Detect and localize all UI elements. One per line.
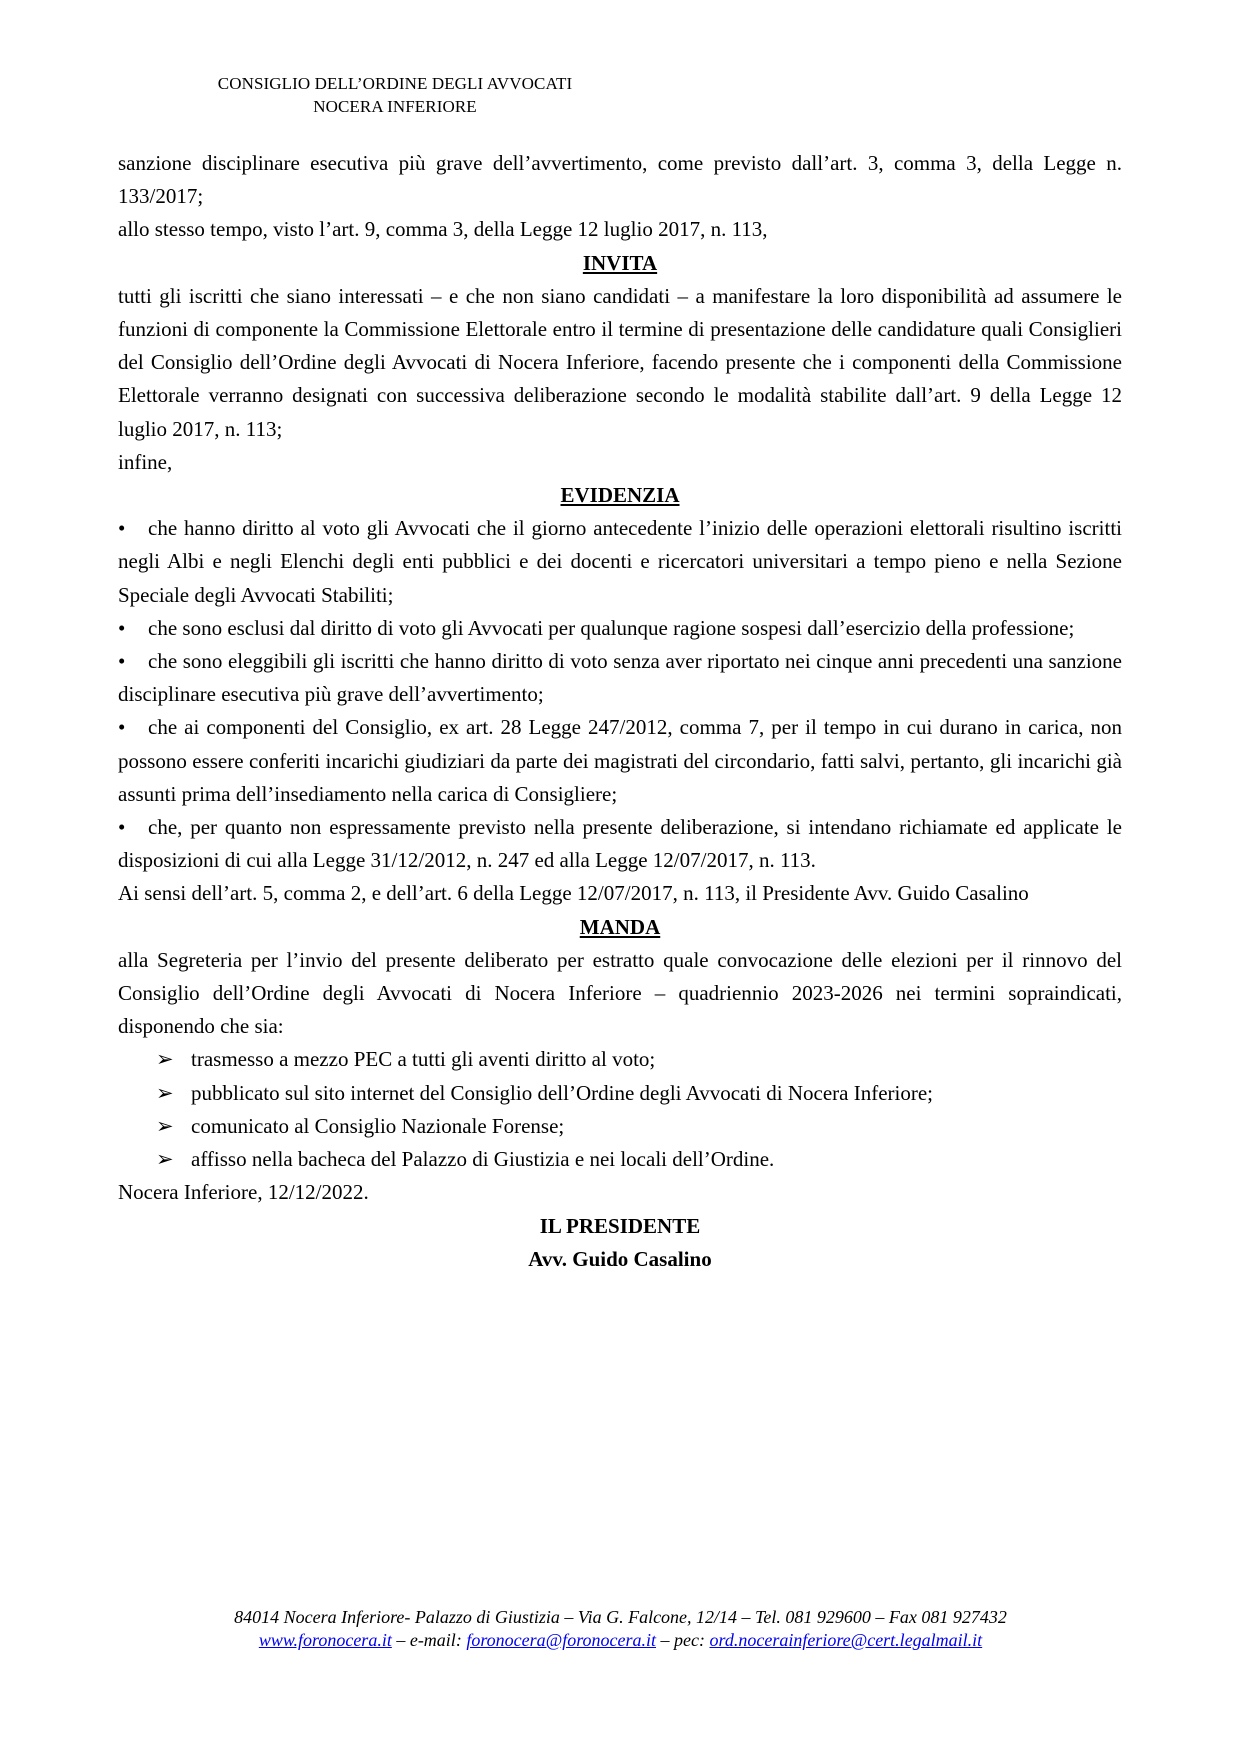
bullet-item: • che, per quanto non espressamente previsto nella presente deliberazione, si intendano richiamate ed applicate le disposizioni di cui alla Legge 31/12/2012, n. 247 ed alla Legge 12/07/2017, n. 113. (118, 811, 1122, 877)
bullet-dot-icon: • (118, 516, 126, 541)
paragraph-invita: tutti gli iscritti che siano interessati – e che non siano candidati – a manifestare la loro disponibilità ad assumere le funzioni di componente la Commissione Elettorale entro il termine di presentazione delle candidature quali Consiglieri del Consiglio dell’Ordine degli Avvocati di Nocera Inferiore, facendo presente che i componenti della Commissione Elettorale verranno designati con successiva deliberazione secondo le modalità stabilite dall’art. 9 della Legge 12 luglio 2017, n. 113; (118, 283, 1122, 441)
paragraph-sanzione: sanzione disciplinare esecutiva più grave dell’avvertimento, come previsto dall’art. 3, comma 3, della Legge n. 133/2017; (118, 151, 1122, 209)
bullet-dot-icon: • (118, 615, 126, 640)
email-link[interactable]: foronocera@foronocera.it (466, 1630, 657, 1650)
bullet-item: • che ai componenti del Consiglio, ex art. 28 Legge 247/2012, comma 7, per il tempo in cui durano in carica, non possono essere conferiti incarichi giudiziari da parte dei magistrati del circondario, fatti salvi, pertanto, gli incarichi già assunti prima dell’insediamento nella carica di Consigliere; (118, 711, 1122, 811)
letterhead-line-2: NOCERA INFERIORE (313, 97, 477, 116)
pec-label: – pec: (656, 1630, 710, 1650)
bullet-item: • che sono esclusi dal diritto di voto gli Avvocati per qualunque ragione sospesi dall’esercizio della professione; (118, 612, 1122, 645)
bullet-dot-icon: • (118, 649, 126, 674)
signature-title: IL PRESIDENTE (539, 1213, 701, 1238)
paragraph-ai-sensi: Ai sensi dell’art. 5, comma 2, e dell’art. 6 della Legge 12/07/2017, n. 113, il Presidente Avv. Guido Casalino (118, 881, 1029, 906)
document-body (118, 147, 1122, 1276)
letterhead (0, 72, 790, 118)
heading-invita: INVITA (582, 250, 658, 275)
bullet-item: • che hanno diritto al voto gli Avvocati che il giorno antecedente l’inizio delle operazioni elettorali risultino iscritti negli Albi e negli Elenchi degli enti pubblici e dei docenti e ricercatori universitari a tempo pieno e nella Sezione Speciale degli Avvocati Stabiliti; (118, 512, 1122, 612)
letterhead-line-1: CONSIGLIO DELL’ORDINE DEGLI AVVOCATI (217, 74, 573, 93)
heading-manda: MANDA (579, 914, 661, 939)
arrow-bullet-icon: ➢ (156, 1080, 174, 1105)
arrow-bullet-icon: ➢ (156, 1147, 174, 1172)
paragraph-manda: alla Segreteria per l’invio del presente deliberato per estratto quale convocazione delle elezioni per il rinnovo del Consiglio dell’Ordine degli Avvocati di Nocera Inferiore – quadriennio 2023-2026 nei termini sopraindicati, disponendo che sia: (118, 947, 1122, 1039)
bullet-item: • che sono eleggibili gli iscritti che hanno diritto di voto senza aver riportato nei cinque anni precedenti una sanzione disciplinare esecutiva più grave dell’avvertimento; (118, 645, 1122, 711)
signature-name: Avv. Guido Casalino (528, 1246, 712, 1271)
arrow-list (118, 1043, 1122, 1176)
heading-evidenzia: EVIDENZIA (560, 483, 680, 508)
bullet-dot-icon: • (118, 815, 126, 840)
arrow-list-item: ➢ pubblicato sul sito internet del Consiglio dell’Ordine degli Avvocati di Nocera Inferiore; (118, 1077, 1122, 1110)
place-date: Nocera Inferiore, 12/12/2022. (118, 1180, 369, 1205)
paragraph-visto: allo stesso tempo, visto l’art. 9, comma 3, della Legge 12 luglio 2017, n. 113, (118, 217, 768, 242)
website-link[interactable]: www.foronocera.it (258, 1630, 392, 1650)
arrow-bullet-icon: ➢ (156, 1047, 174, 1072)
arrow-list-item: ➢ comunicato al Consiglio Nazionale Forense; (118, 1110, 1122, 1143)
arrow-list-item: ➢ affisso nella bacheca del Palazzo di Giustizia e nei locali dell’Ordine. (118, 1143, 1122, 1176)
footer-address: 84014 Nocera Inferiore- Palazzo di Giustizia – Via G. Falcone, 12/14 – Tel. 081 929600 – Fax 081 927432 (234, 1607, 1007, 1627)
footer (0, 1606, 1241, 1652)
bullet-dot-icon: • (118, 715, 126, 740)
footer-contacts (0, 1629, 1241, 1652)
email-label: – e-mail: (391, 1630, 467, 1650)
pec-link[interactable]: ord.nocerainferiore@cert.legalmail.it (709, 1630, 983, 1650)
paragraph-infine: infine, (118, 449, 173, 474)
arrow-list-item: ➢ trasmesso a mezzo PEC a tutti gli aventi diritto al voto; (118, 1043, 1122, 1076)
arrow-bullet-icon: ➢ (156, 1113, 174, 1138)
